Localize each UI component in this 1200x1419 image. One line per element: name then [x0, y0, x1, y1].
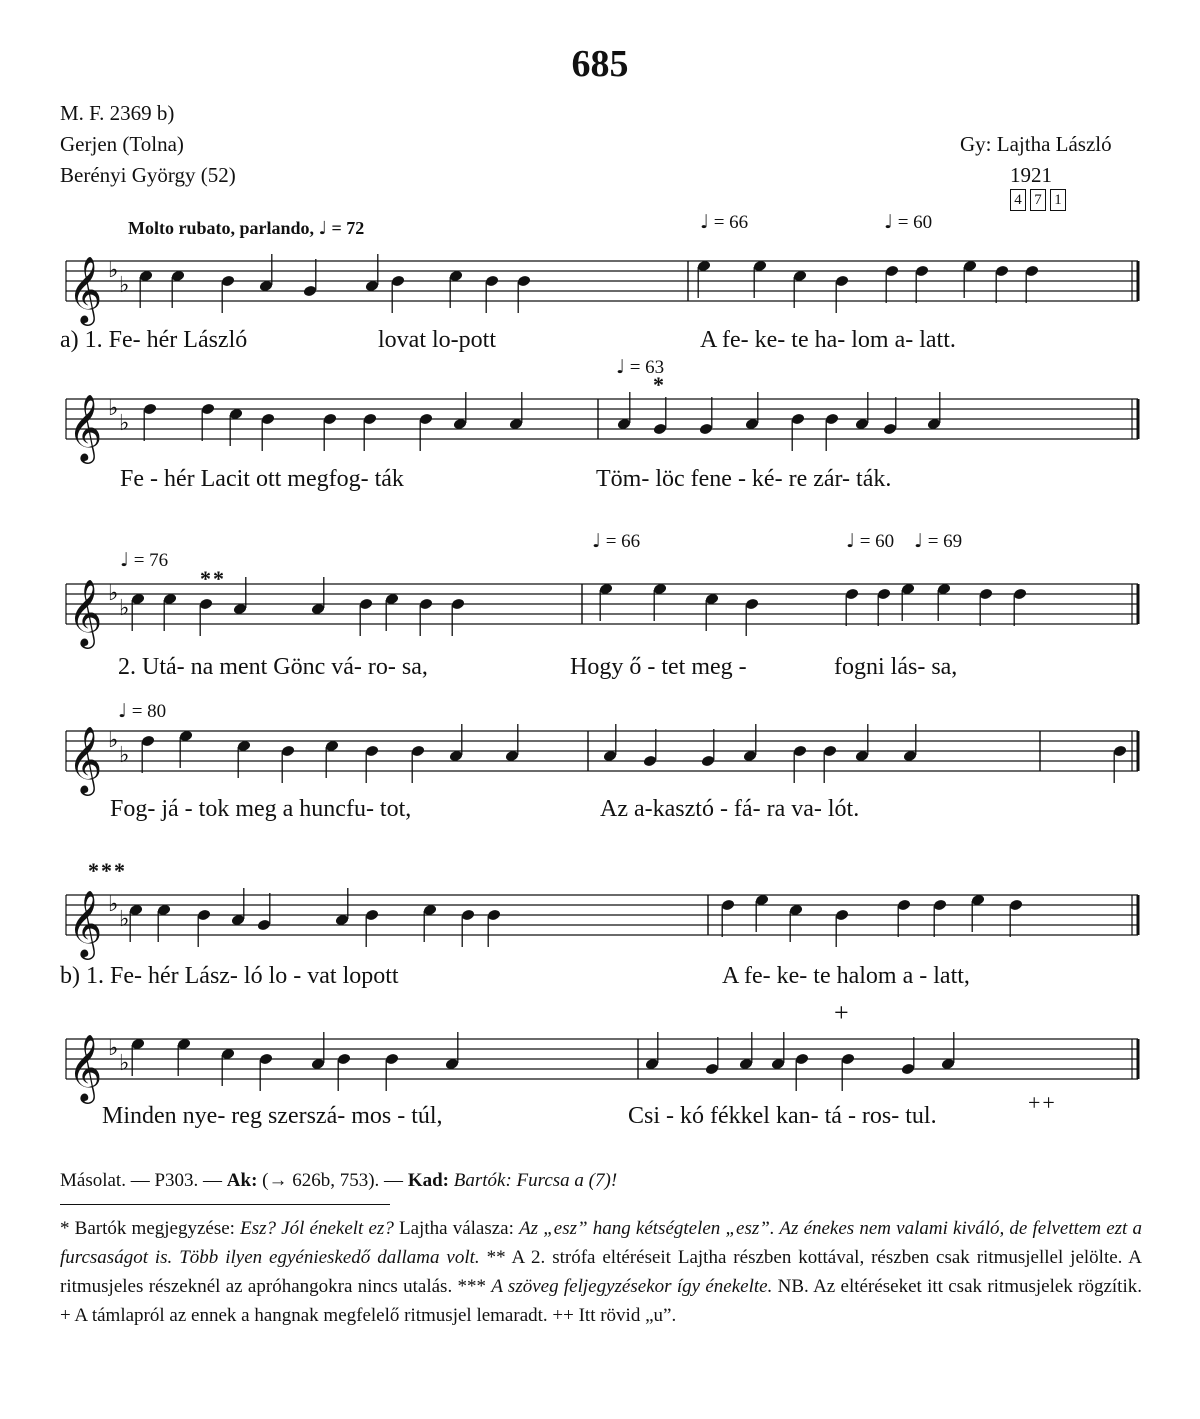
flat-icon: ♭ — [108, 396, 119, 421]
flat-icon: ♭ — [119, 411, 130, 436]
tempo-r1c-value: = 60 — [897, 212, 933, 233]
tempo-r1b-value: = 66 — [713, 212, 749, 233]
tempo-main-value: = 72 — [331, 218, 365, 238]
lyric-r6-1: Minden nye- reg szerszá- mos - túl, — [102, 1103, 443, 1129]
treble-clef-icon: 𝄞 — [68, 889, 103, 957]
note-part-1: * Bartók megjegyzése: — [60, 1218, 241, 1239]
lyric-r1-2: lovat lo-pott — [378, 327, 496, 353]
asterisk-mark: * — [653, 372, 666, 397]
double-asterisk-mark: ** — [200, 566, 226, 591]
quarter-note-icon: ♩ — [616, 356, 625, 378]
treble-clef-icon: 𝄞 — [68, 255, 103, 323]
note-part-5: ** A 2. strófa eltéréseit Lajtha részben kottával, részben csak ritmusjellel jelölte. A ritmusjeles részeknél az apróhangokra nincs utalás. *** — [60, 1247, 1142, 1297]
triple-asterisk-mark: *** — [88, 858, 127, 883]
flat-icon: ♭ — [119, 1051, 130, 1076]
source-ak-value: (→ 626b, 753). — — [257, 1170, 408, 1191]
tempo-main-text: Molto rubato, parlando, — [128, 218, 315, 238]
flat-icon: ♭ — [119, 907, 130, 932]
flat-icon: ♭ — [108, 892, 119, 917]
flat-icon: ♭ — [108, 728, 119, 753]
lyric-r3-1: 2. Utá- na ment Gönc vá- ro- sa, — [118, 654, 428, 680]
plusplus-mark: ++ — [1028, 1090, 1057, 1115]
plus-mark: + — [834, 998, 851, 1027]
flat-icon: ♭ — [108, 258, 119, 283]
quarter-note-icon: ♩ — [914, 530, 923, 552]
tempo-r3a-value: = 76 — [133, 550, 169, 571]
quarter-note-icon: ♩ — [318, 218, 328, 239]
tempo-r3b-value: = 66 — [605, 531, 641, 552]
source-copy: Másolat. — P303. — — [60, 1170, 227, 1191]
tempo-r2b-value: = 63 — [629, 357, 665, 378]
lyric-r4-2: Az a-kasztó - fá- ra va- lót. — [600, 796, 860, 822]
note-part-4: Az „esz” hang kétségtelen „esz”. Az énekes nem valami kiváló, de felvettem ezt a furcsaságot is. Több ilyen egyénieskedő dallama volt. — [60, 1218, 1143, 1268]
collector: Gy: Lajtha László — [960, 132, 1112, 156]
treble-clef-icon: 𝄞 — [68, 393, 103, 461]
year: 1921 — [1010, 163, 1052, 187]
tempo-r3d-value: = 69 — [927, 531, 963, 552]
footnote-rule — [60, 1204, 390, 1205]
source-line — [60, 1170, 617, 1192]
structure-box-3: 1 — [1050, 189, 1066, 211]
page-number: 685 — [571, 43, 629, 85]
quarter-note-icon: ♩ — [592, 530, 601, 552]
location: Gerjen (Tolna) — [60, 132, 184, 156]
treble-clef-icon: 𝄞 — [68, 1033, 103, 1101]
lyric-r1-3: A fe- ke- te ha- lom a- latt. — [700, 327, 956, 353]
lyric-r5-1: b) 1. Fe- hér Lász- ló lo - vat lopott — [60, 963, 399, 989]
flat-icon: ♭ — [108, 581, 119, 606]
tempo-r4a-value: = 80 — [131, 701, 167, 722]
quarter-note-icon: ♩ — [700, 211, 709, 233]
structure-box-2: 7 — [1030, 189, 1046, 211]
lyric-r6-2: Csi - kó fékkel kan- tá - ros- tul. — [628, 1103, 937, 1129]
flat-icon: ♭ — [119, 743, 130, 768]
lyric-r1-1: a) 1. Fe- hér László — [60, 327, 248, 353]
quarter-note-icon: ♩ — [884, 211, 893, 233]
quarter-note-icon: ♩ — [118, 700, 127, 722]
note-part-2: Esz? Jól énekelt ez? — [240, 1218, 394, 1239]
lyric-r4-1: Fog- já - tok meg a huncfu- tot, — [110, 796, 412, 822]
footnotes — [60, 1214, 1142, 1330]
lyric-r5-2: A fe- ke- te halom a - latt, — [722, 963, 970, 989]
note-part-6: A szöveg feljegyzésekor így énekelte. — [491, 1276, 773, 1297]
tempo-r3c-value: = 60 — [859, 531, 895, 552]
note-part-7: NB. Az eltéréseket itt csak ritmusjelek rögzítik. + A támlapról az ennek a hangnak megfelelő ritmusjel lemaradt. ++ Itt rövid „u”. — [60, 1276, 1142, 1326]
lyric-r2-2: Töm- löc fene - ké- re zár- ták. — [596, 466, 892, 492]
singer: Berényi György (52) — [60, 163, 236, 187]
note-part-3: Lajtha válasza: — [393, 1218, 520, 1239]
treble-clef-icon: 𝄞 — [68, 725, 103, 793]
quarter-note-icon: ♩ — [846, 530, 855, 552]
source-ak-label: Ak: — [226, 1170, 258, 1191]
catalog-number: M. F. 2369 b) — [60, 101, 175, 125]
flat-icon: ♭ — [119, 273, 130, 298]
quarter-note-icon: ♩ — [120, 549, 129, 571]
lyric-r3-2: Hogy ő - tet meg - — [570, 654, 747, 680]
lyric-r3-3: fogni lás- sa, — [834, 654, 958, 680]
source-kad-label: Kad: — [407, 1170, 449, 1191]
source-kad-value: Bartók: Furcsa a (7)! — [449, 1170, 618, 1191]
flat-icon: ♭ — [108, 1036, 119, 1061]
treble-clef-icon: 𝄞 — [68, 578, 103, 646]
lyric-r2-1: Fe - hér Lacit ott megfog- ták — [120, 466, 404, 492]
flat-icon: ♭ — [119, 596, 130, 621]
structure-box-1: 4 — [1010, 189, 1026, 211]
